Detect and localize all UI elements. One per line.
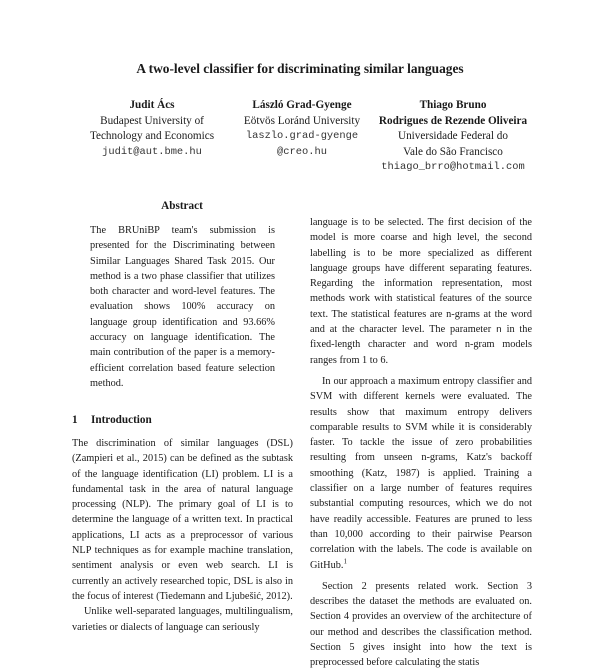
paper-title: A two-level classifier for discriminating similar languages [136,61,464,76]
paragraph [310,374,532,573]
author-block [368,98,538,176]
section-heading [72,414,292,426]
author-affiliation: Universidade Federal do [398,130,508,142]
author-block [78,98,226,160]
author-affiliation: Budapest University of [100,114,204,127]
paragraph-text: In our approach a maximum entropy classifier and SVM with different kernels were evaluated. The results show that maximum entropy delivers comparable results to SVM while it is considerably faster. To tackle the issue of zero probabilities resulting from unseen n-grams, Katz's backoff smoothing (Katz, 1987) is applied. Training a classifier on a large number of features requires substantial computing resources, which we do not have readily accessible. Features are pruned to less than 10,000 according to their pairwise Pearson correlation with the labels. The code is available on GitHub. [310,375,532,571]
footnote-marker: 1 [343,557,347,566]
author-affiliation: Eötvös Loránd University [243,114,361,127]
paragraph: The discrimination of similar languages (DSL) (Zampieri et al., 2015) can be defined as the subtask of the language identification (LI) problem. LI is a fundamental task in the area of natural language processing (NLP). The primary goal of LI is to determine the language of a written text. In practical applications, LI acts as a preprocessor of various NLP techniques as for example machine translation, sentiment analysis or even web search. LI is currently an actively researched topic, DSL is also in the focus of interest (Tiedemann and Ljubešić, 2012). [72,438,293,602]
abstract-heading: Abstract [161,200,203,212]
variable-n: n [495,324,502,336]
paragraph [310,215,532,368]
author-affiliation: Technology and Economics [89,130,215,142]
author-email: laszlo.grad-gyenge [245,130,359,142]
paragraph: Section 2 presents related work. Section 3 describes the dataset the methods are evaluated on. Section 4 provides an overview of the architecture of our method and describes the classification method. Section 5 gives insight into how the text is preprocessed before calculating the statis [310,580,532,669]
author-name: László Grad-Gyenge [252,99,352,111]
author-email: @creo.hu [277,145,327,158]
right-column-body [310,215,532,671]
paragraph-text: in the fixed-length character and word n-gram models ranges from 1 to 6. [310,324,533,366]
paragraph-text: language is to be selected. The first decision of the model is more coarse and high level, the second labelling is to be more specialized as different language groups have different separating features. Regarding the information representation, most methods work with statistical features of the source text. The statistical features are n-grams at the word and at the character level. The parameter [310,217,532,336]
author-name: Judit Ács [129,99,175,111]
left-column-body [72,436,293,635]
section-title: Introduction [91,414,152,426]
author-affiliation: Vale do São Francisco [403,145,503,158]
abstract-text: The BRUniBP team's submission is presented for the Discriminating between Similar Languages Shared Task 2015. Our method is a two phase classifier that utilizes both character and word-level features. The evaluation shows 100% accuracy on language group identification and 93.66% accuracy on language identification. The main contribution of the paper is a memory-efficient correlation based feature selection method. [90,225,275,389]
section-number: 1 [72,414,78,426]
author-name: Thiago Bruno [419,99,487,111]
author-name-line2: Rodrigues de Rezende Oliveira [378,114,528,127]
author-email: thiago_brro@hotmail.com [381,161,525,173]
author-email: judit@aut.bme.hu [102,145,202,158]
author-block [228,98,376,160]
paragraph: Unlike well-separated languages, multilingualism, varieties or dialects of language can seriously [72,606,293,633]
